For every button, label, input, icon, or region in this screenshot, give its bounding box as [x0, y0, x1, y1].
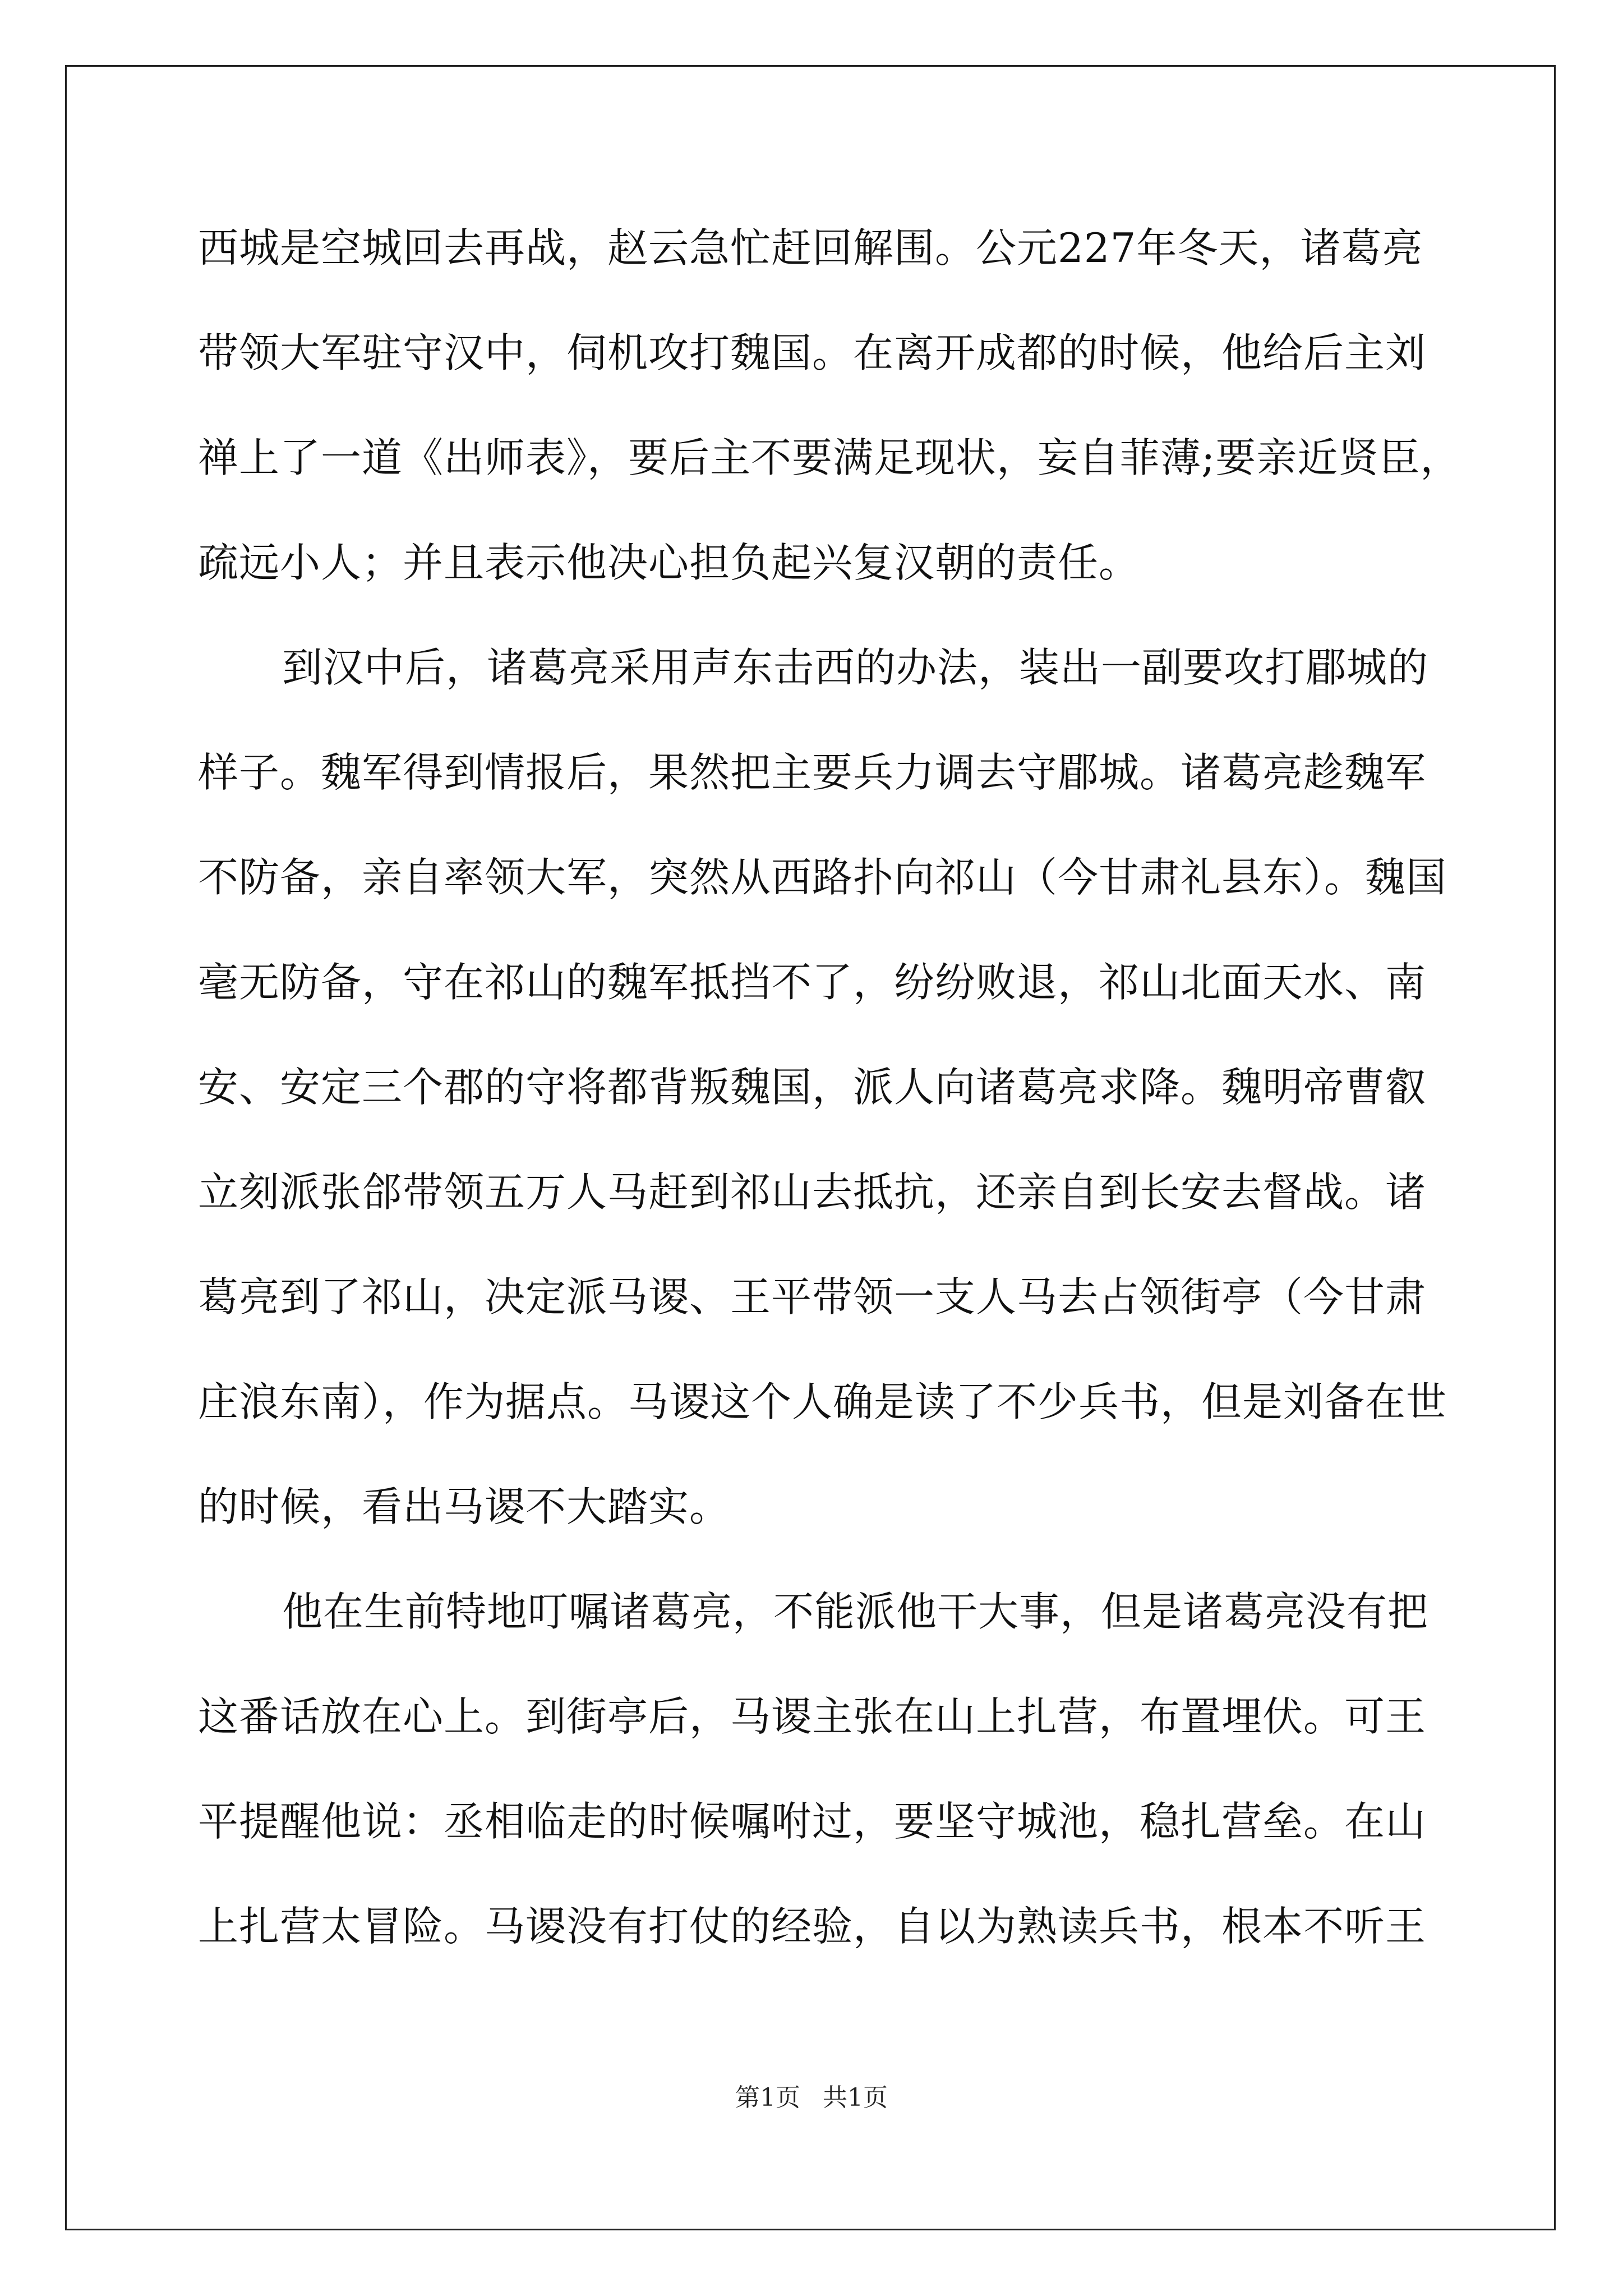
text-line: 庄浪东南），作为据点。马谡这个人确是读了不少兵书，但是刘备在世 — [198, 1378, 1447, 1425]
paragraph-first-line: 他在生前特地叮嘱诸葛亮，不能派他干大事，但是诸葛亮没有把 — [282, 1588, 1429, 1635]
text-line: 西城是空城回去再战，赵云急忙赶回解围。公元227年冬天，诸葛亮 — [198, 224, 1423, 272]
text-line: 毫无防备，守在祁山的魏军抵挡不了，纷纷败退，祁山北面天水、南 — [198, 959, 1427, 1006]
text-line: 平提醒他说：丞相临走的时候嘱咐过，要坚守城池，稳扎营垒。在山 — [198, 1798, 1427, 1845]
text-line: 立刻派张郃带领五万人马赶到祁山去抵抗，还亲自到长安去督战。诸 — [198, 1168, 1427, 1216]
text-line: 上扎营太冒险。马谡没有打仗的经验，自以为熟读兵书，根本不听王 — [198, 1903, 1427, 1950]
text-line: 不防备，亲自率领大军，突然从西路扑向祁山（今甘肃礼县东）。魏国 — [198, 854, 1447, 901]
text-line: 禅上了一道《出师表》，要后主不要满足现状，妄自菲薄;要亲近贤臣， — [198, 434, 1461, 481]
page-number: 第1页 — [735, 2083, 800, 2112]
text-line: 疏远小人；并且表示他决心担负起兴复汉朝的责任。 — [198, 539, 1140, 586]
text-line: 的时候，看出马谡不大踏实。 — [198, 1483, 731, 1530]
page-footer — [0, 2081, 1623, 2115]
text-line: 安、安定三个郡的守将都背叛魏国，派人向诸葛亮求降。魏明帝曹叡 — [198, 1064, 1427, 1111]
text-line: 带领大军驻守汉中，伺机攻打魏国。在离开成都的时候，他给后主刘 — [198, 329, 1427, 376]
page-total: 共1页 — [823, 2083, 888, 2112]
text-line: 样子。魏军得到情报后，果然把主要兵力调去守郿城。诸葛亮趁魏军 — [198, 749, 1427, 796]
text-line: 葛亮到了祁山，决定派马谡、王平带领一支人马去占领街亭（今甘肃 — [198, 1273, 1427, 1320]
text-line: 这番话放在心上。到街亭后，马谡主张在山上扎营，布置埋伏。可王 — [198, 1693, 1427, 1740]
paragraph-first-line: 到汉中后，诸葛亮采用声东击西的办法，装出一副要攻打郿城的 — [282, 644, 1429, 691]
